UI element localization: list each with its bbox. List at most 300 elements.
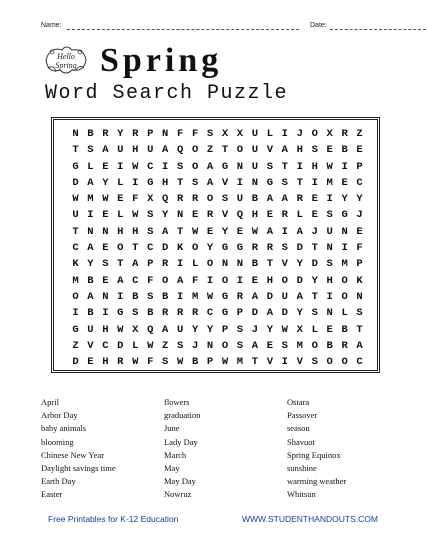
grid-letter[interactable]: A (162, 323, 169, 336)
grid-letter[interactable]: I (236, 274, 244, 287)
grid-letter[interactable]: R (162, 307, 169, 320)
grid-letter[interactable]: L (117, 209, 124, 222)
grid-letter[interactable]: C (147, 160, 154, 173)
date-blank[interactable] (330, 29, 426, 30)
grid-letter[interactable]: A (162, 225, 169, 238)
grid-letter[interactable]: A (206, 176, 214, 189)
grid-letter[interactable]: S (191, 176, 199, 189)
grid-letter[interactable]: L (296, 209, 303, 222)
grid-letter[interactable]: E (102, 242, 109, 255)
grid-letter[interactable]: P (356, 258, 363, 271)
grid-letter[interactable]: W (206, 290, 214, 303)
grid-letter[interactable]: E (266, 209, 274, 222)
grid-letter[interactable]: C (356, 356, 363, 369)
grid-letter[interactable]: S (147, 225, 154, 238)
grid-letter[interactable]: H (296, 144, 303, 157)
grid-letter[interactable]: B (251, 258, 259, 271)
grid-letter[interactable]: W (326, 160, 333, 173)
grid-letter[interactable]: O (117, 242, 124, 255)
grid-letter[interactable]: O (281, 274, 288, 287)
grid-letter[interactable]: S (266, 160, 274, 173)
grid-letter[interactable]: S (311, 307, 318, 320)
name-blank[interactable] (67, 29, 299, 30)
grid-letter[interactable]: E (266, 339, 274, 352)
grid-letter[interactable]: A (176, 274, 184, 287)
grid-letter[interactable]: C (206, 307, 214, 320)
grid-letter[interactable]: W (102, 193, 109, 206)
grid-letter[interactable]: S (356, 307, 363, 320)
grid-letter[interactable]: G (221, 242, 229, 255)
grid-letter[interactable]: N (162, 128, 169, 140)
grid-letter[interactable]: O (191, 144, 199, 157)
grid-letter[interactable]: Y (221, 225, 229, 238)
grid-letter[interactable]: Y (296, 258, 303, 271)
grid-letter[interactable]: W (221, 356, 229, 369)
grid-letter[interactable]: E (206, 225, 214, 238)
grid-letter[interactable]: S (326, 209, 333, 222)
grid-letter[interactable]: N (221, 258, 229, 271)
grid-letter[interactable]: U (251, 144, 259, 157)
grid-letter[interactable]: U (147, 144, 154, 157)
grid-letter[interactable]: R (176, 193, 184, 206)
grid-letter[interactable]: T (132, 242, 139, 255)
grid-letter[interactable]: L (87, 160, 94, 173)
grid-letter[interactable]: O (341, 290, 348, 303)
grid-letter[interactable]: I (236, 176, 244, 189)
grid-letter[interactable]: A (296, 225, 303, 238)
grid-letter[interactable]: J (311, 225, 318, 238)
grid-letter[interactable]: A (281, 144, 288, 157)
grid-letter[interactable]: W (251, 225, 259, 238)
grid-letter[interactable]: D (251, 307, 259, 320)
grid-letter[interactable]: G (236, 242, 244, 255)
grid-letter[interactable]: H (117, 225, 124, 238)
grid-letter[interactable]: R (236, 290, 244, 303)
grid-letter[interactable]: E (251, 274, 259, 287)
grid-letter[interactable]: O (162, 274, 169, 287)
grid-letter[interactable]: G (117, 307, 124, 320)
grid-letter[interactable]: N (102, 225, 109, 238)
grid-letter[interactable]: D (72, 356, 79, 369)
grid-letter[interactable]: U (87, 323, 94, 336)
grid-letter[interactable]: Q (147, 323, 154, 336)
grid-letter[interactable]: S (206, 128, 214, 140)
grid-letter[interactable]: L (117, 176, 124, 189)
grid-letter[interactable]: B (341, 144, 348, 157)
grid-letter[interactable]: G (221, 307, 229, 320)
grid-letter[interactable]: M (87, 193, 94, 206)
grid-letter[interactable]: S (176, 160, 184, 173)
grid-letter[interactable]: S (281, 242, 288, 255)
grid-letter[interactable]: N (341, 225, 348, 238)
grid-letter[interactable]: V (87, 339, 94, 352)
grid-letter[interactable]: X (326, 128, 333, 140)
grid-letter[interactable]: A (162, 144, 169, 157)
grid-letter[interactable]: E (236, 225, 244, 238)
grid-letter[interactable]: Z (72, 339, 79, 352)
grid-letter[interactable]: P (236, 307, 244, 320)
grid-letter[interactable]: B (162, 290, 169, 303)
grid-letter[interactable]: S (176, 339, 184, 352)
grid-letter[interactable]: F (191, 274, 199, 287)
grid-letter[interactable]: A (132, 258, 139, 271)
grid-letter[interactable]: D (266, 290, 274, 303)
grid-letter[interactable]: O (221, 274, 229, 287)
grid-letter[interactable]: T (311, 290, 318, 303)
grid-letter[interactable]: W (281, 323, 288, 336)
grid-letter[interactable]: T (176, 225, 184, 238)
grid-letter[interactable]: M (296, 339, 303, 352)
grid-letter[interactable]: R (176, 307, 184, 320)
grid-letter[interactable]: C (147, 242, 154, 255)
grid-letter[interactable]: Y (102, 176, 109, 189)
grid-letter[interactable]: H (162, 176, 169, 189)
grid-letter[interactable]: G (221, 160, 229, 173)
grid-letter[interactable]: R (341, 128, 348, 140)
grid-letter[interactable]: A (87, 242, 94, 255)
grid-letter[interactable]: D (162, 242, 169, 255)
grid-letter[interactable]: I (341, 242, 348, 255)
grid-letter[interactable]: N (356, 290, 363, 303)
grid-letter[interactable]: T (266, 258, 274, 271)
grid-letter[interactable]: I (102, 307, 109, 320)
grid-letter[interactable]: E (191, 209, 199, 222)
grid-letter[interactable]: B (87, 307, 94, 320)
grid-letter[interactable]: L (191, 258, 199, 271)
grid-letter[interactable]: E (326, 144, 333, 157)
grid-letter[interactable]: S (132, 307, 139, 320)
grid-letter[interactable]: J (251, 323, 259, 336)
grid-letter[interactable]: Y (296, 307, 303, 320)
grid-letter[interactable]: G (72, 323, 79, 336)
grid-letter[interactable]: S (147, 290, 154, 303)
grid-letter[interactable]: A (251, 339, 259, 352)
grid-letter[interactable]: O (341, 274, 348, 287)
grid-letter[interactable]: A (87, 176, 94, 189)
grid-letter[interactable]: O (206, 193, 214, 206)
grid-letter[interactable]: F (356, 242, 363, 255)
grid-letter[interactable]: D (296, 242, 303, 255)
grid-letter[interactable]: A (117, 274, 124, 287)
grid-letter[interactable]: H (326, 274, 333, 287)
grid-letter[interactable]: B (191, 356, 199, 369)
grid-letter[interactable]: B (326, 339, 333, 352)
grid-letter[interactable]: F (147, 356, 154, 369)
grid-letter[interactable]: I (281, 356, 288, 369)
grid-letter[interactable]: S (281, 176, 288, 189)
grid-letter[interactable]: M (191, 290, 199, 303)
grid-letter[interactable]: U (72, 209, 79, 222)
grid-letter[interactable]: O (206, 258, 214, 271)
grid-letter[interactable]: O (72, 290, 79, 303)
grid-letter[interactable]: Q (236, 209, 244, 222)
grid-letter[interactable]: P (356, 160, 363, 173)
grid-letter[interactable]: E (356, 144, 363, 157)
grid-letter[interactable]: H (102, 356, 109, 369)
grid-letter[interactable]: Y (206, 323, 214, 336)
grid-letter[interactable]: T (117, 258, 124, 271)
grid-letter[interactable]: I (87, 209, 94, 222)
grid-letter[interactable]: R (341, 339, 348, 352)
grid-letter[interactable]: I (341, 160, 348, 173)
grid-letter[interactable]: I (132, 176, 139, 189)
grid-letter[interactable]: A (251, 290, 259, 303)
grid-letter[interactable]: F (132, 193, 139, 206)
grid-letter[interactable]: E (102, 160, 109, 173)
grid-letter[interactable]: V (266, 144, 274, 157)
grid-letter[interactable]: I (326, 290, 333, 303)
grid-letter[interactable]: F (176, 128, 184, 140)
grid-letter[interactable]: S (221, 193, 229, 206)
grid-letter[interactable]: N (72, 128, 79, 140)
grid-letter[interactable]: Y (191, 323, 199, 336)
grid-letter[interactable]: B (147, 307, 154, 320)
grid-letter[interactable]: S (236, 323, 244, 336)
grid-letter[interactable]: E (311, 209, 318, 222)
grid-letter[interactable]: M (72, 274, 79, 287)
grid-letter[interactable]: R (266, 242, 274, 255)
grid-letter[interactable]: E (87, 356, 94, 369)
grid-letter[interactable]: N (251, 176, 259, 189)
grid-letter[interactable]: Y (266, 323, 274, 336)
grid-letter[interactable]: R (251, 242, 259, 255)
grid-letter[interactable]: B (341, 323, 348, 336)
grid-letter[interactable]: H (311, 160, 318, 173)
grid-letter[interactable]: U (251, 128, 259, 140)
grid-letter[interactable]: E (356, 225, 363, 238)
grid-letter[interactable]: T (281, 160, 288, 173)
grid-letter[interactable]: I (162, 160, 169, 173)
grid-letter[interactable]: S (162, 356, 169, 369)
grid-letter[interactable]: J (356, 209, 363, 222)
grid-letter[interactable]: C (102, 339, 109, 352)
grid-letter[interactable]: V (281, 258, 288, 271)
grid-letter[interactable]: E (326, 323, 333, 336)
grid-letter[interactable]: K (72, 258, 79, 271)
grid-letter[interactable]: P (147, 128, 154, 140)
grid-letter[interactable]: I (72, 307, 79, 320)
grid-letter[interactable]: N (206, 339, 214, 352)
grid-letter[interactable]: U (117, 144, 124, 157)
grid-letter[interactable]: A (266, 225, 274, 238)
grid-letter[interactable]: N (176, 209, 184, 222)
grid-letter[interactable]: T (72, 144, 79, 157)
grid-letter[interactable]: P (206, 356, 214, 369)
grid-letter[interactable]: V (266, 356, 274, 369)
grid-letter[interactable]: Y (206, 242, 214, 255)
grid-letter[interactable]: R (117, 356, 124, 369)
grid-letter[interactable]: W (176, 356, 184, 369)
grid-letter[interactable]: C (356, 176, 363, 189)
grid-letter[interactable]: T (72, 225, 79, 238)
grid-letter[interactable]: H (102, 323, 109, 336)
grid-letter[interactable]: B (132, 290, 139, 303)
grid-letter[interactable]: C (72, 242, 79, 255)
grid-letter[interactable]: X (296, 323, 303, 336)
grid-letter[interactable]: H (251, 209, 259, 222)
grid-letter[interactable]: Y (87, 258, 94, 271)
grid-letter[interactable]: A (296, 290, 303, 303)
grid-letter[interactable]: S (147, 209, 154, 222)
grid-letter[interactable]: Y (356, 193, 363, 206)
grid-letter[interactable]: D (296, 274, 303, 287)
grid-letter[interactable]: I (296, 160, 303, 173)
grid-letter[interactable]: U (326, 225, 333, 238)
grid-letter[interactable]: A (281, 193, 288, 206)
grid-letter[interactable]: L (311, 323, 318, 336)
grid-letter[interactable]: X (147, 193, 154, 206)
grid-letter[interactable]: W (132, 160, 139, 173)
grid-letter[interactable]: S (311, 144, 318, 157)
grid-letter[interactable]: W (132, 356, 139, 369)
grid-letter[interactable]: Z (162, 339, 169, 352)
grid-letter[interactable]: V (296, 356, 303, 369)
grid-letter[interactable]: S (102, 258, 109, 271)
grid-letter[interactable]: S (236, 339, 244, 352)
grid-letter[interactable]: I (281, 225, 288, 238)
grid-letter[interactable]: G (147, 176, 154, 189)
grid-letter[interactable]: L (341, 307, 348, 320)
grid-letter[interactable]: T (356, 323, 363, 336)
grid-letter[interactable]: G (221, 290, 229, 303)
grid-letter[interactable]: I (206, 274, 214, 287)
grid-letter[interactable]: L (266, 128, 274, 140)
grid-letter[interactable]: I (176, 258, 184, 271)
grid-letter[interactable]: O (341, 356, 348, 369)
grid-letter[interactable]: E (102, 209, 109, 222)
grid-letter[interactable]: X (221, 128, 229, 140)
grid-letter[interactable]: Y (162, 209, 169, 222)
grid-letter[interactable]: F (147, 274, 154, 287)
grid-letter[interactable]: Z (356, 128, 363, 140)
grid-letter[interactable]: I (117, 290, 124, 303)
grid-letter[interactable]: O (326, 356, 333, 369)
grid-letter[interactable]: D (72, 176, 79, 189)
grid-letter[interactable]: U (281, 290, 288, 303)
grid-letter[interactable]: Y (341, 193, 348, 206)
grid-letter[interactable]: R (191, 307, 199, 320)
grid-letter[interactable]: W (72, 193, 79, 206)
grid-letter[interactable]: G (72, 160, 79, 173)
grid-letter[interactable]: R (132, 128, 139, 140)
grid-letter[interactable]: J (296, 128, 303, 140)
grid-letter[interactable]: D (281, 307, 288, 320)
grid-letter[interactable]: M (236, 356, 244, 369)
grid-letter[interactable]: F (191, 128, 199, 140)
grid-letter[interactable]: N (102, 290, 109, 303)
footer-website-link[interactable]: WWW.STUDENTHANDOUTS.COM (242, 514, 378, 524)
grid-letter[interactable]: B (87, 274, 94, 287)
grid-letter[interactable]: S (281, 339, 288, 352)
grid-letter[interactable]: R (281, 209, 288, 222)
grid-letter[interactable]: X (236, 128, 244, 140)
grid-letter[interactable]: R (191, 193, 199, 206)
grid-letter[interactable]: O (191, 160, 199, 173)
grid-letter[interactable]: D (311, 258, 318, 271)
grid-letter[interactable]: Y (311, 274, 318, 287)
grid-letter[interactable]: U (251, 160, 259, 173)
grid-letter[interactable]: T (251, 356, 259, 369)
grid-letter[interactable]: Y (117, 128, 124, 140)
grid-letter[interactable]: Z (206, 144, 214, 157)
grid-letter[interactable]: P (147, 258, 154, 271)
grid-letter[interactable]: A (206, 160, 214, 173)
grid-letter[interactable]: J (191, 339, 199, 352)
grid-letter[interactable]: V (221, 176, 229, 189)
grid-letter[interactable]: O (311, 339, 318, 352)
grid-letter[interactable]: S (87, 144, 94, 157)
grid-letter[interactable]: A (266, 307, 274, 320)
grid-letter[interactable]: L (132, 339, 139, 352)
grid-letter[interactable]: W (191, 225, 199, 238)
grid-letter[interactable]: Q (162, 193, 169, 206)
grid-letter[interactable]: I (311, 176, 318, 189)
grid-letter[interactable]: A (356, 339, 363, 352)
grid-letter[interactable]: T (176, 176, 184, 189)
grid-letter[interactable]: B (251, 193, 259, 206)
grid-letter[interactable]: H (266, 274, 274, 287)
grid-letter[interactable]: A (266, 193, 274, 206)
grid-letter[interactable]: H (132, 144, 139, 157)
grid-letter[interactable]: B (87, 128, 94, 140)
grid-letter[interactable]: S (311, 356, 318, 369)
grid-letter[interactable]: T (296, 176, 303, 189)
grid-letter[interactable]: E (117, 193, 124, 206)
grid-letter[interactable]: N (236, 258, 244, 271)
grid-letter[interactable]: T (221, 144, 229, 157)
grid-letter[interactable]: I (117, 160, 124, 173)
grid-letter[interactable]: K (356, 274, 363, 287)
grid-letter[interactable]: W (147, 339, 154, 352)
grid-letter[interactable]: I (326, 193, 333, 206)
grid-letter[interactable]: A (87, 290, 94, 303)
grid-letter[interactable]: K (176, 242, 184, 255)
grid-letter[interactable]: A (102, 144, 109, 157)
grid-letter[interactable]: O (311, 128, 318, 140)
grid-letter[interactable]: O (236, 144, 244, 157)
grid-letter[interactable]: O (191, 242, 199, 255)
grid-letter[interactable]: X (132, 323, 139, 336)
grid-letter[interactable]: I (281, 128, 288, 140)
grid-letter[interactable]: I (176, 290, 184, 303)
grid-letter[interactable]: W (117, 323, 124, 336)
grid-letter[interactable]: T (311, 242, 318, 255)
grid-letter[interactable]: W (132, 209, 139, 222)
grid-letter[interactable]: U (176, 323, 184, 336)
grid-letter[interactable]: Q (176, 144, 184, 157)
grid-letter[interactable]: E (341, 176, 348, 189)
grid-letter[interactable]: R (296, 193, 303, 206)
grid-letter[interactable]: O (221, 339, 229, 352)
grid-letter[interactable]: E (311, 193, 318, 206)
grid-letter[interactable]: N (236, 160, 244, 173)
grid-letter[interactable]: H (132, 225, 139, 238)
grid-letter[interactable]: E (102, 274, 109, 287)
grid-letter[interactable]: N (87, 225, 94, 238)
grid-letter[interactable]: R (162, 258, 169, 271)
grid-letter[interactable]: N (326, 242, 333, 255)
grid-letter[interactable]: U (236, 193, 244, 206)
grid-letter[interactable]: M (326, 176, 333, 189)
grid-letter[interactable]: P (221, 323, 229, 336)
grid-letter[interactable]: D (117, 339, 124, 352)
grid-letter[interactable]: R (206, 209, 214, 222)
grid-letter[interactable]: V (221, 209, 229, 222)
grid-letter[interactable]: G (341, 209, 348, 222)
grid-letter[interactable]: N (326, 307, 333, 320)
grid-letter[interactable]: R (102, 128, 109, 140)
grid-letter[interactable]: S (326, 258, 333, 271)
